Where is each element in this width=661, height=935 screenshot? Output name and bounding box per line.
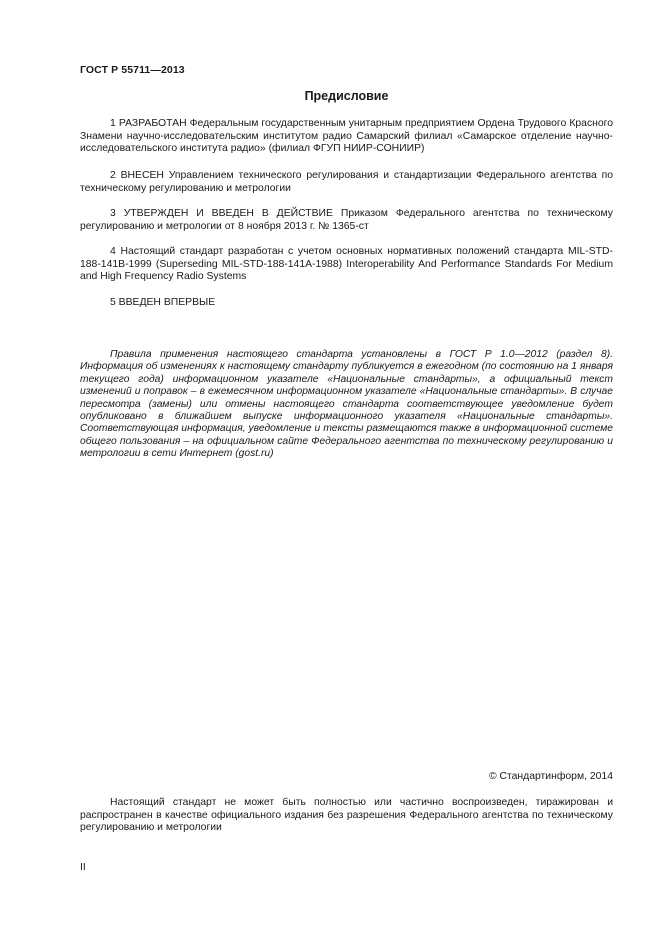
section-standard-basis: 4 Настоящий стандарт разработан с учетом основных нормативных положений стандарта MIL-STD-188-141B-1999 (Superseding MIL-STD-188-141A-1988) Interoperability And Performance Standards For Medium and High Frequency Radio Systems bbox=[80, 246, 613, 283]
section-first-introduced: 5 ВВЕДЕН ВПЕРВЫЕ bbox=[110, 297, 216, 308]
section-developed: 1 РАЗРАБОТАН Федеральным государственным унитарным предприятием Ордена Трудового Красного Знамени научно-исследовательским институтом радио Самарский филиал «Самарское отделение научно-исследовательского института радио» (филиал ФГУП НИИР-СОНИИР) bbox=[80, 118, 613, 155]
page-number: II bbox=[80, 862, 86, 873]
document-code: ГОСТ Р 55711—2013 bbox=[80, 64, 185, 76]
reproduction-notice: Настоящий стандарт не может быть полностью или частично воспроизведен, тиражирован и распространен в качестве официального издания без разрешения Федерального агентства по техническому регулированию и метрологии bbox=[80, 797, 613, 834]
section-approved: 3 УТВЕРЖДЕН И ВВЕДЕН В ДЕЙСТВИЕ Приказом Федерального агентства по техническому регулированию и метрологии от 8 ноября 2013 г. № 1365-ст bbox=[80, 208, 613, 232]
application-rules-note: Правила применения настоящего стандарта установлены в ГОСТ Р 1.0—2012 (раздел 8). Информация об изменениях к настоящему стандарту публикуется в ежегодном (по состоянию на 1 января текущего года) информационном указателе «Национальные стандарты», а официальный текст изменений и поправок – в ежемесячном информационном указателе «Национальные стандарты». В случае пересмотра (замены) или отмены настоящего стандарта соответствующее уведомление будет опубликовано в ближайшем выпуске информационного указателя «Национальные стандарты». Соответствующая информация, уведомление и тексты размещаются также в информационной системе общего пользования – на официальном сайте Федерального агентства по техническому регулированию и метрологии в сети Интернет (gost.ru) bbox=[80, 349, 613, 460]
copyright-notice: © Стандартинформ, 2014 bbox=[488, 771, 613, 782]
section-submitted: 2 ВНЕСЕН Управлением технического регулирования и стандартизации Федерального агентства по техническому регулированию и метрологии bbox=[80, 170, 613, 194]
page-title: Предисловие bbox=[304, 89, 389, 103]
